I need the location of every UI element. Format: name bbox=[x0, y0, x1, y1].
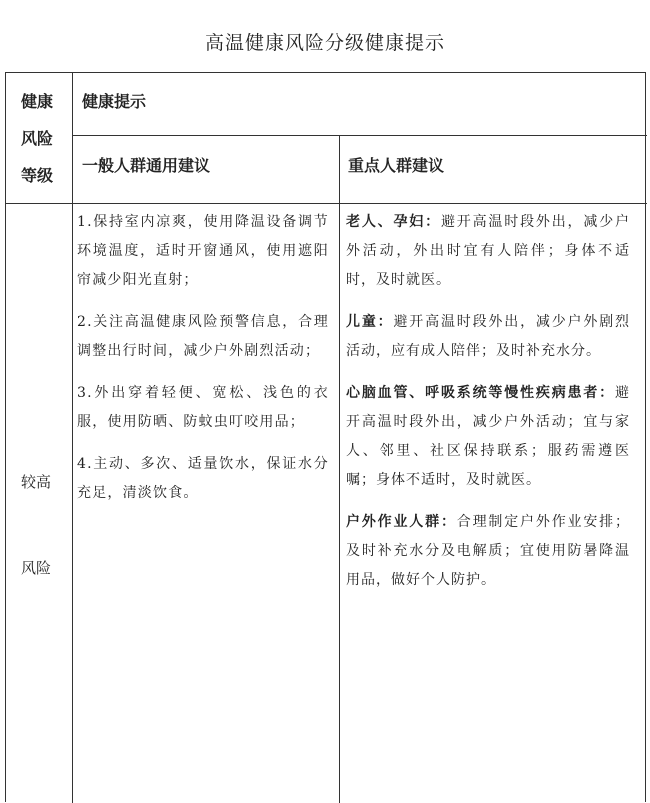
key-group-name: 户外作业人群： bbox=[346, 514, 457, 530]
key-group-item bbox=[346, 308, 630, 366]
key-group-item bbox=[346, 508, 630, 595]
row-divider bbox=[72, 135, 647, 136]
row-divider bbox=[6, 203, 647, 204]
general-advice-item: 2.关注高温健康风险预警信息，合理调整出行时间，减少户外剧烈活动； bbox=[77, 314, 329, 359]
key-group-advice: 避开高温时段外出，减少户外剧烈活动，应有成人陪伴；及时补充水分。 bbox=[346, 314, 631, 359]
general-advice-item: 4.主动、多次、适量饮水，保证水分充足，清淡饮食。 bbox=[77, 456, 329, 501]
column-divider bbox=[339, 135, 340, 803]
general-advice-header: 一般人群通用建议 bbox=[82, 156, 211, 175]
general-advice-item: 1.保持室内凉爽，使用降温设备调节环境温度，适时开窗通风，使用遮阳帘减少阳光直射； bbox=[77, 214, 329, 288]
risk-level-header bbox=[6, 73, 72, 203]
risk-level-value bbox=[6, 203, 72, 803]
risk-level-header-line: 健康 bbox=[21, 91, 54, 111]
key-group-name: 儿童： bbox=[346, 314, 394, 330]
key-group-item bbox=[346, 208, 630, 295]
general-advice-item: 3.外出穿着轻便、宽松、浅色的衣服，使用防晒、防蚊虫叮咬用品； bbox=[77, 385, 329, 430]
risk-level-value-line: 风险 bbox=[21, 559, 52, 577]
key-group-advice: 避开高温时段外出，减少户外活动；宜与家人、邻里、社区保持联系；服药需遵医嘱；身体不适时，及时就医。 bbox=[346, 385, 630, 488]
general-advice-list bbox=[77, 208, 329, 521]
health-tips-header: 健康提示 bbox=[82, 92, 147, 111]
risk-level-value-line: 较高 bbox=[21, 473, 52, 491]
key-group-advice: 合理制定户外作业安排；及时补充水分及电解质；宜使用防暑降温用品，做好个人防护。 bbox=[346, 514, 631, 588]
risk-level-header-line: 等级 bbox=[21, 165, 54, 185]
key-group-advice: 避开高温时段外出，减少户外活动，外出时宜有人陪伴；身体不适时，及时就医。 bbox=[346, 214, 631, 288]
risk-level-header-line: 风险 bbox=[21, 128, 54, 148]
column-divider bbox=[72, 73, 73, 803]
key-group-item bbox=[346, 379, 630, 495]
key-group-name: 心脑血管、呼吸系统等慢性疾病患者： bbox=[346, 385, 615, 401]
key-groups-header: 重点人群建议 bbox=[348, 156, 445, 175]
document-title: 高温健康风险分级健康提示 bbox=[204, 32, 445, 54]
key-group-name: 老人、孕妇： bbox=[346, 214, 441, 230]
key-groups-list bbox=[346, 208, 630, 608]
